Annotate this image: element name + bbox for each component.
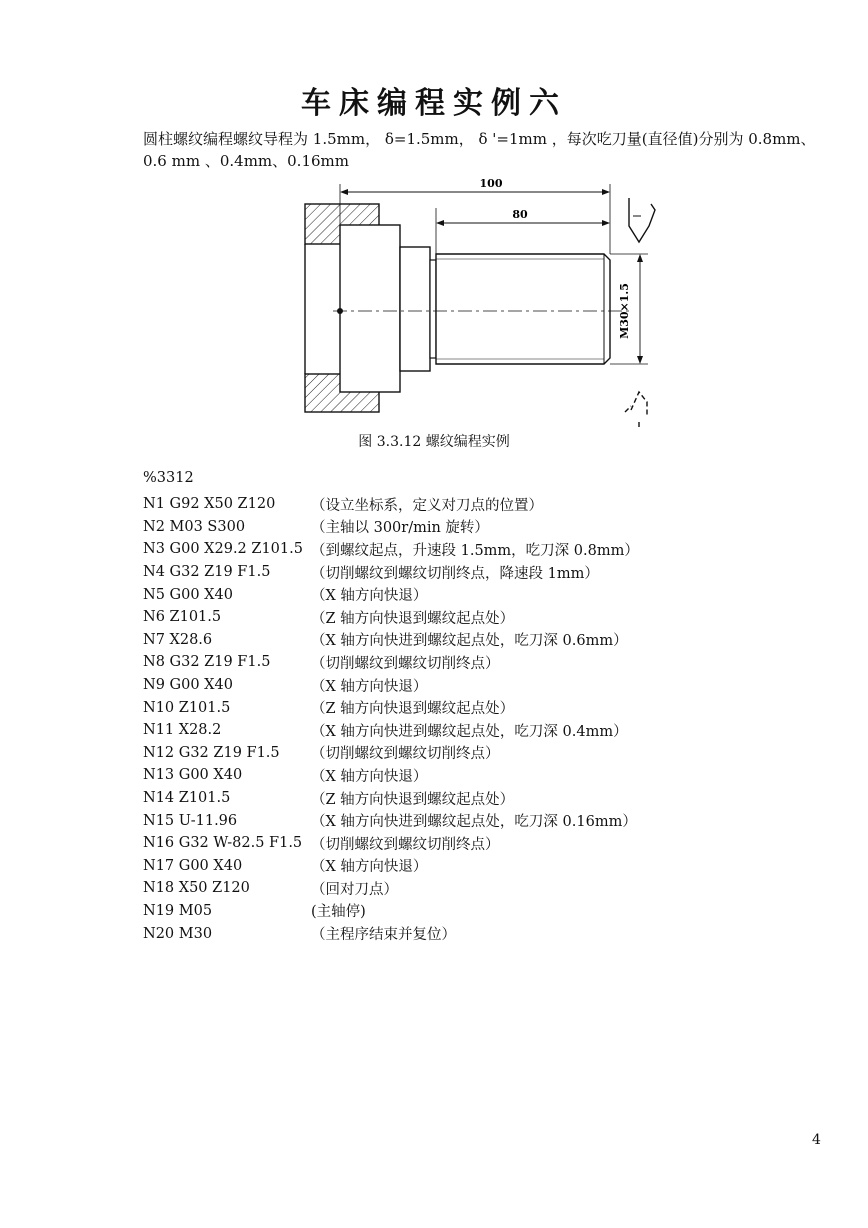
- block-code: N19 M05: [143, 902, 213, 919]
- block-comment: （切削螺纹到螺纹切削终点）: [311, 836, 500, 853]
- program-line: [143, 538, 843, 561]
- page-title: 车床编程实例六: [301, 86, 567, 121]
- block-comment: （到螺纹起点，升速段 1.5mm，吃刀深 0.8mm）: [311, 542, 639, 559]
- block-comment: （X 轴方向快进到螺纹起点处，吃刀深 0.6mm）: [311, 633, 628, 650]
- program-line: [143, 855, 843, 878]
- block-code: N4 G32 Z19 F1.5: [143, 564, 271, 581]
- program-line: [143, 516, 843, 539]
- threaded-section: [436, 254, 610, 364]
- program-line: [143, 583, 843, 606]
- block-comment: （主程序结束并复位）: [311, 927, 456, 944]
- intro-paragraph: 圆柱螺纹编程螺纹导程为 1.5mm， δ=1.5mm， δ '=1mm ，每次吃刀量(直径值)分别为 0.8mm、0.6 mm 、0.4mm、0.16mm: [143, 130, 816, 170]
- figure-caption: 图 3.3.12 螺纹编程实例: [358, 434, 510, 450]
- block-comment: （Z 轴方向快退到螺纹起点处）: [311, 701, 515, 718]
- program-line: [143, 493, 843, 516]
- block-comment: （X 轴方向快退）: [311, 588, 428, 605]
- program-line: [143, 719, 843, 742]
- dim-label-80: 80: [512, 208, 528, 221]
- block-code: N15 U-11.96: [143, 812, 238, 829]
- program-line: [143, 629, 843, 652]
- block-code: N8 G32 Z19 F1.5: [143, 654, 271, 671]
- block-code: N11 X28.2: [143, 722, 222, 739]
- program-line: [143, 651, 843, 674]
- block-comment: （X 轴方向快退）: [311, 768, 428, 785]
- block-code: N6 Z101.5: [143, 609, 222, 626]
- program-line: [143, 900, 843, 923]
- program-line: [143, 742, 843, 765]
- program-line: [143, 877, 843, 900]
- program-line: [143, 674, 843, 697]
- page-number: 4: [812, 1132, 821, 1148]
- block-comment: (主轴停): [311, 904, 366, 921]
- workpiece-chuck-section: [340, 225, 400, 392]
- program-line: [143, 832, 843, 855]
- thread-spec-label: M30×1.5: [618, 283, 631, 339]
- program-listing: [143, 493, 843, 945]
- block-code: N1 G92 X50 Z120: [143, 496, 276, 513]
- block-code: N17 G00 X40: [143, 857, 243, 874]
- block-comment: （切削螺纹到螺纹切削终点）: [311, 655, 500, 672]
- thread-figure: [295, 170, 675, 432]
- block-code: N18 X50 Z120: [143, 880, 250, 897]
- program-line: [143, 764, 843, 787]
- program-line: [143, 606, 843, 629]
- block-code: N7 X28.6: [143, 631, 213, 648]
- block-comment: （切削螺纹到螺纹切削终点）: [311, 746, 500, 763]
- block-code: N10 Z101.5: [143, 699, 231, 716]
- workpiece-groove: [430, 260, 436, 358]
- block-code: N20 M30: [143, 925, 213, 942]
- block-comment: （X 轴方向快退）: [311, 678, 428, 695]
- block-code: N2 M03 S300: [143, 518, 246, 535]
- block-code: N12 G32 Z19 F1.5: [143, 744, 280, 761]
- block-comment: （X 轴方向快进到螺纹起点处，吃刀深 0.16mm）: [311, 814, 637, 831]
- program-number: %3312: [143, 470, 194, 486]
- block-comment: （切削螺纹到螺纹切削终点，降速段 1mm）: [311, 565, 599, 582]
- block-code: N16 G32 W-82.5 F1.5: [143, 835, 303, 852]
- block-comment: （Z 轴方向快退到螺纹起点处）: [311, 610, 515, 627]
- block-code: N13 G00 X40: [143, 767, 243, 784]
- program-line: [143, 696, 843, 719]
- block-code: N14 Z101.5: [143, 790, 231, 807]
- cutting-tool-end: [625, 392, 647, 428]
- block-comment: （主轴以 300r/min 旋转）: [311, 520, 489, 537]
- program-line: [143, 922, 843, 945]
- block-code: N5 G00 X40: [143, 586, 233, 603]
- block-comment: （X 轴方向快进到螺纹起点处，吃刀深 0.4mm）: [311, 723, 628, 740]
- program-line: [143, 809, 843, 832]
- workpiece-step: [400, 247, 430, 371]
- dim-label-100: 100: [479, 177, 503, 190]
- block-comment: （Z 轴方向快退到螺纹起点处）: [311, 791, 515, 808]
- program-line: [143, 561, 843, 584]
- lathe-drawing: [295, 170, 675, 432]
- block-comment: （X 轴方向快退）: [311, 859, 428, 876]
- block-comment: （回对刀点）: [311, 881, 398, 898]
- center-point: [337, 308, 343, 314]
- program-line: [143, 787, 843, 810]
- block-code: N3 G00 X29.2 Z101.5: [143, 541, 303, 558]
- block-comment: （设立坐标系，定义对刀点的位置）: [311, 497, 543, 514]
- block-code: N9 G00 X40: [143, 677, 233, 694]
- cutting-tool-start: [629, 198, 655, 242]
